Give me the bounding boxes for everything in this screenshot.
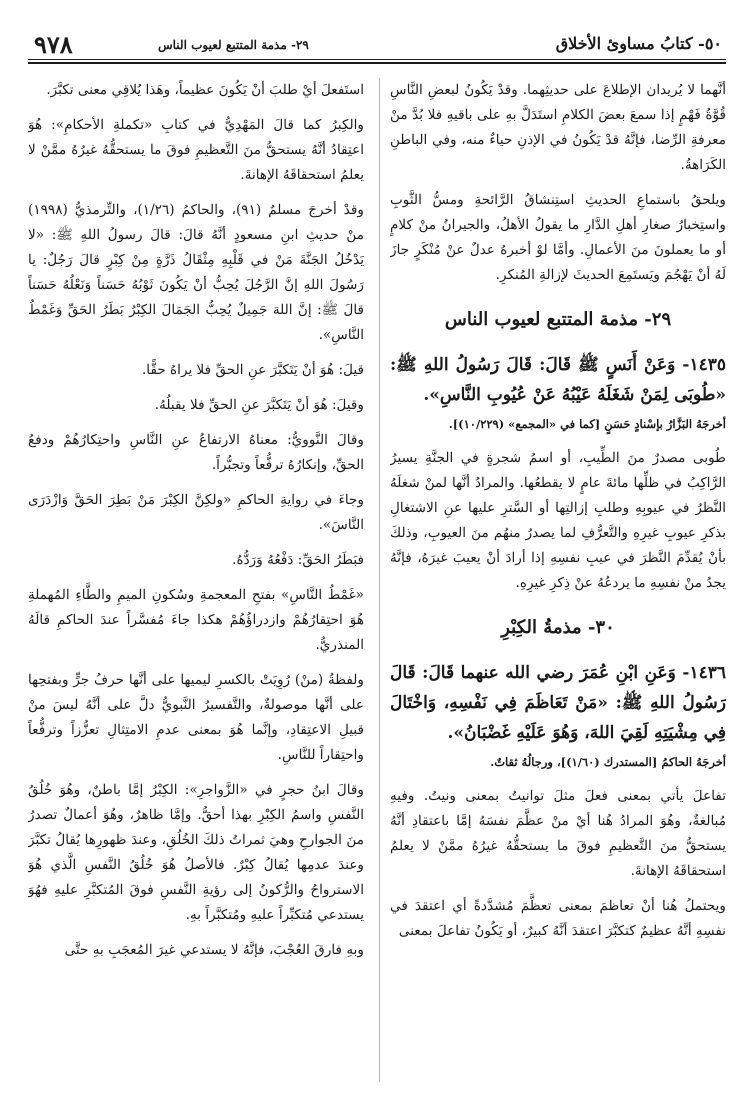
column-divider (379, 78, 380, 1082)
text-columns (28, 78, 726, 1082)
paragraph: وقدْ أخرجَ مسلمٌ (٩١)، والحاكمُ (١/٢٦)، والتِّرمذيُّ (١٩٩٨) منْ حديثِ ابنِ مسعودٍ أنَّهُ قالَ: قالَ رسولُ اللهِ ﷺ: «لا يَدْخُلُ الجَنَّةَ مَنْ في قَلْبِهِ مِثْقَالُ ذَرَّةٍ مِنْ كِبْرٍ قالَ رَجُلٌ: يا رَسُولَ اللهِ إنَّ الرَّجُلَ يُحِبُّ أنْ يَكُونَ ثَوْبُهُ حَسَناً وَنَعْلُهُ حَسَناً قالَ ﷺ: إنَّ اللهَ جَمِيلٌ يُحِبُّ الجَمَالَ الكِبْرُ بَطَرُ الحَقِّ وَغَمْطُ النَّاسِ». (28, 202, 364, 343)
paragraph: والكِبرُ كما قالَ المَهْدِيُّ في كتابِ «تكملةِ الأحكامِ»: هُوَ اعتِقادُ أنَّهُ يستحقُّ منَ التَّعظيمِ فوقَ ما يستحقُّهُ غيرُهُ ممَّنْ لا يعلمُ استحقاقَهُ الإهانةَ. (28, 117, 364, 183)
paragraph: وبهِ فارقَ العُجْبَ، فإنَّهُ لا يستدعي غيرَ المُعجَبِ بهِ حتَّى (64, 942, 364, 958)
right-column (390, 78, 726, 1082)
hadith-text: ١٤٣٥- وَعَنْ أَنَسٍ ﷺ قَالَ: قَالَ رَسُولُ اللهِ ﷺ: «طُوبَى لِمَنْ شَغَلَهُ عَيْبُهُ عَنْ عُيُوبِ النَّاسِ». (390, 355, 726, 405)
paragraph: وجاءَ في روايةِ الحاكمِ «ولكِنَّ الكِبْرَ مَنْ بَطِرَ الحَقَّ وَازْدَرَى النَّاسَ». (28, 492, 364, 533)
paragraph: فبَطَرُ الحَقِّ: دَفْعُهُ وَرَدُّهُ. (232, 552, 364, 568)
chapter-title: ٥٠- كتابُ مساوئ الأخلاق (555, 34, 722, 53)
section-heading: ٣٠- مذمةُ الكِبْرِ (501, 617, 615, 638)
paragraph: أنَّهما لا يُريدان الإطلاعَ على حديثِهما. وقدْ يَكُونُ لبعضِ النَّاسِ قُوَّةُ فَهْمٍ إذا سمعَ بعضَ الكلامِ استَدَلَّ بهِ على باقيهِ فلا بُدَّ منْ معرفةِ الرِّضا، فإنَّهُ قدْ يَكُونُ في الإذنِ حياءٌ منه، وفي الباطنِ الكَرَاهةُ. (390, 82, 726, 173)
paragraph: ويحتملُ هُنا أنْ تعاظمَ بمعنى تعظَّمَ مُشدَّدةً أي اعتقدَ في نفسِهِ أنَّهُ عظيمٌ كتكبَّرَ اعتقدَ أنَّهُ كبيرٌ، أو يَكُونُ تفاعلَ بمعنى (390, 898, 726, 939)
paragraph: ويلحقُ باستماعِ الحديثِ استِنشاقُ الرَّائحةِ ومسُّ الثَّوبِ واستِخبارُ صغارِ أهلِ الدَّارِ ما يقولُ الأهلُ، والجيرانُ منْ كلامٍ أو ما يعملونَ منَ الأعمالِ. وأمَّا لوْ أخبرهُ عدلٌ عنْ مُنْكَرٍ جازَ لَهُ أنْ يَهْجُمَ ويَستَمِعَ الحديثَ لإزالةِ المُنكرِ. (390, 192, 726, 283)
hadith-source: أخرجَهُ البَزَّارُ بإسْنادٍ حَسَنٍ [كما في «المجمع» (١٠/٢٢٩)]. (448, 417, 726, 431)
hadith-text: ١٤٣٦- وَعَنِ ابْنِ عُمَرَ رضي الله عنهما قَالَ: قَالَ رَسُولُ اللهِ ﷺ: «مَنْ تَعَاظَمَ فِي نَفْسِهِ، وَاخْتَالَ فِي مِشْيَتِهِ لَقِيَ اللهَ، وَهُوَ عَلَيْهِ غَضْبَانُ». (390, 663, 726, 743)
header-thin-rule (28, 59, 726, 60)
paragraph: وقالَ ابنُ حجرٍ في «الزَّواجرِ»: الكِبْرُ إمَّا باطنٌ، وهُوَ خُلُقُ النَّفسِ واسمُ الكِبْرِ بهذا أحقُّ. وإمَّا ظاهرٌ، وهُوَ أعمالٌ تصدرُ منَ الجوارحِ وهيَ ثمراتُ ذلكَ الخُلُقِ، وعندَ ظهورِها يُقالُ تكبَّرَ وعندَ عدمِها يُقالُ كِبْرٌ. فالأصلُ هُوَ خُلُقُ النَّفسِ الَّذي هُوَ الاسترواحُ والرُّكونُ إلى رؤيةِ النَّفسِ فوقَ المُتكبَّرِ عليهِ فهُوَ يستدعي مُتكبِّراً عليهِ ومُتكبَّراً بهِ. (28, 782, 364, 923)
header-rule (28, 62, 726, 64)
section-heading: ٢٩- مذمة المتتبع لعيوب الناس (444, 309, 672, 330)
paragraph: ولفظةُ (منْ) رُوِيَتْ بالكسرِ ليميها على أنَّها حرفُ جرٍّ وبفتحِها على أنَّها موصولةٌ، والتَّفسيرُ النَّبويُّ دلَّ على أنَّهُ ليسَ منْ قبيلِ الاعتِقادِ، وإنَّما هُوَ بمعنى عدمِ الامتِثالِ تعزُّزاً وترفُّعاً واحتِقاراً للنَّاسِ. (28, 672, 364, 763)
paragraph: استَفعلَ أيْ طلبَ أنْ يَكُونَ عظيماً، وهَذا يُلاقِي معنى تكبَّرَ. (46, 82, 364, 98)
running-header (28, 30, 726, 64)
paragraph: وقالَ النَّوويُّ: معناهُ الارتفاعُ عنِ النَّاسِ واحتِكارُهُمْ ودفعُ الحقِّ، وإنكارُهُ ترفُّعاً وتجبُّراً. (28, 432, 364, 473)
paragraph: طُوبى مصدرٌ منَ الطِّيبِ، أو اسمُ شجرةٍ في الجنَّةِ يسيرُ الرَّاكِبُ في ظلِّها مائةَ عامٍ لا يقطعُها. والمرادُ أنَّها لمنْ شغلَهُ النَّظرُ في عيوبِهِ وطلبِ إزالتِها أو السَّترِ عليها عنِ الاشتغالِ بذكرِ عيوبِ غيرِهِ والتَّعرُّفِ لما يصدرُ منهُم منَ العيوبِ، وذلكَ بأنْ يُقدِّمَ النَّظرَ في عيبِ نفسِهِ إذا أرادَ أنْ يعيبَ غيرَهُ، فإنَّهُ يجدُ منْ نفسِهِ ما يردعُهُ عنْ ذِكرِ غيرِهِ. (390, 450, 726, 591)
page-number: ٩٧٨ (34, 30, 73, 59)
paragraph: وقيلَ: هُوَ أنْ يَتَكبَّرَ عنِ الحقِّ فلا يقبلُهُ. (154, 397, 364, 413)
left-column (28, 78, 364, 1082)
hadith-source: أخرجَهُ الحاكمُ [المستدرك (١/٦٠)]، ورجالُهُ ثقاتٌ. (490, 755, 726, 769)
paragraph: «غَمْطُ النَّاسِ» بفتحِ المعجمةِ وسُكونِ الميمِ والطَّاءِ المُهملةِ هُوَ احتِقارُهُمْ وازدراؤُهُمْ هكذا جاءَ مُفسَّراً عندَ الحاكمِ قالَهُ المنذريُّ. (28, 587, 364, 653)
section-running-title: ٢٩- مذمة المتتبع لعيوب الناس (158, 38, 309, 52)
paragraph: قيلَ: هُوَ أنْ يَتَكبَّرَ عنِ الحقِّ فلا يراهُ حقًّا. (141, 362, 364, 378)
paragraph: تفاعلَ يأتي بمعنى فعلَ مثلَ توانيتُ بمعنى ونيتُ. وفيهِ مُبالغةٌ، وهُوَ المرادُ هُنا أيْ منْ عظَّمَ نفسَهُ إمَّا باعتقادِ أنَّهُ يستحقُّ منَ التَّعظيمِ فوقَ ما يستحقُّهُ غيرُهُ ممَّنْ لا يعلمُ استحقاقَهُ الإهانةَ. (390, 788, 726, 879)
